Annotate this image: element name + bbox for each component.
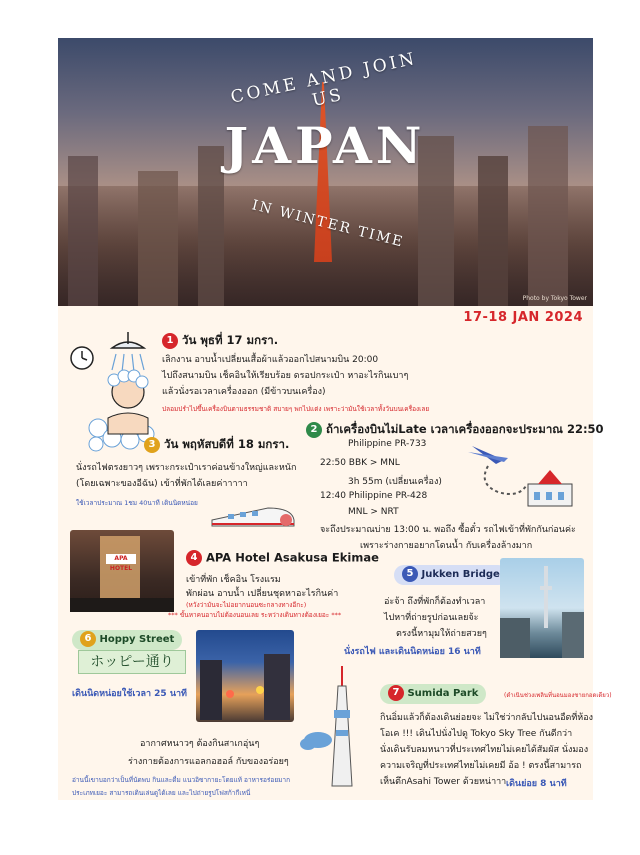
flight-duration: 3h 55m (เปลี่ยนเครื่อง): [348, 477, 442, 487]
section-6-line: อากาศหนาวๆ ต้องกินสาเกอุ่นๆ: [140, 739, 260, 749]
building: [528, 126, 568, 306]
section-5-title-text: Jukken Bridge: [421, 569, 500, 580]
section-1-line: ไปถึงสนามบิน เช็คอินให้เรียบร้อย ดรอปกระเป๋า หาอะไรกินเบาๆ: [162, 371, 409, 381]
section-5-line: ตรงนี้หามุมให้ถ่ายสวยๆ: [396, 629, 487, 639]
section-6-travel-time: เดินนิดหน่อยใช้เวลา 25 นาที: [72, 689, 187, 699]
trip-dates: 17-18 JAN 2024: [463, 310, 583, 325]
step-number-4: 4: [186, 550, 202, 566]
section-5-travel-time: นั่งรถไฟ และเดินนิดหน่อย 16 นาที: [344, 647, 481, 657]
section-3-line: (โดยเฉพาะของอีฉัน) เข้าที่พักได้เลยค่าาาาา: [76, 479, 248, 489]
section-7-line: โอเค !!! เดินไปนั่งไปดู Tokyo Sky Tree กันดีกว่า: [380, 729, 573, 739]
building: [68, 156, 98, 306]
flight-number: 12:40 Philippine PR-428: [320, 491, 428, 501]
hoppy-street-photo: [196, 630, 294, 722]
flight-route: MNL > NRT: [348, 507, 399, 517]
section-3-line: นั่งรถไฟตรงยาวๆ เพราะกระเป๋าเราค่อนข้างใหญ่และหนัก: [76, 463, 297, 473]
hero-bottom-text: IN WINTER TIME: [250, 197, 406, 251]
step-number-2: 2: [306, 422, 322, 438]
section-4-note: (หวังว่ามันจะไม่อยากนอนซะกลางทางอีกะ): [186, 601, 307, 609]
section-5-title: [394, 565, 508, 585]
section-4-line: เข้าที่พัก เช็คอิน โรงแรม: [186, 575, 281, 585]
section-7-subtitle: (ดำเนินช่วงเพลินที่นอนมองชายกอดเดียว): [504, 692, 612, 699]
section-1-line: เลิกงาน อาบน้ำเปลี่ยนเสื้อผ้าแล้วออกไปสนามบิน 20:00: [162, 355, 379, 365]
section-3-title-text: วัน พฤหัสบดีที่ 18 มกรา.: [164, 437, 290, 451]
section-6-title-text: Hoppy Street: [99, 634, 175, 645]
section-1-line: แล้วนั่งรอเวลาเครื่องออก (มีข้าวบนเครื่อง): [162, 387, 326, 397]
hero-top-text: COME AND JOIN US: [229, 48, 419, 111]
section-3-note: ใช้เวลาประมาณ 1ชม 40นาที เดินนิดหน่อย: [76, 499, 198, 507]
section-7-line: นั่งเดินรับลมหนาวที่ประเทศไทยไม่เคยได้สัมผัส นั่งมอง: [380, 745, 589, 755]
step-number-7: 7: [388, 685, 404, 701]
hotel-sign: APA HOTEL: [106, 554, 136, 564]
hero-photo-tokyo: [58, 38, 593, 306]
section-2-title: [306, 421, 604, 439]
section-7-line: กินอิ่มแล้วก็ต้องเดินย่อยจะ ไม่ใช่ว่ากลับไปนอนอืดที่ห้อง: [380, 713, 594, 723]
section-4-title: [186, 550, 379, 566]
section-2-line: จะถึงประมาณบ่าย 13:00 น. พอถึง ซื้อตั๋ว รถไฟเข้าที่พักกันก่อนค่ะ: [320, 525, 576, 535]
section-4-line: พักผ่อน อาบน้ำ เปลี่ยนชุดหาอะไรกินค่า: [186, 589, 339, 599]
section-7-line: ความเจริญที่ประเทศไทยไม่เคยมี อ้อ ! ตรงนี้สามารถ: [380, 761, 582, 771]
bullet-train-icon: [208, 494, 298, 534]
section-7-title-text: Sumida Park: [407, 688, 479, 699]
hero-title: JAPAN: [224, 116, 426, 175]
jukken-bridge-photo: [500, 558, 584, 658]
airport-plane-icon: [458, 438, 578, 518]
section-2-title-text: ถ้าเครื่องบินไม่Late เวลาเครื่องออกจะประมาณ 22:50: [326, 422, 604, 436]
flight-route: 22:50 BBK > MNL: [320, 458, 400, 468]
hoppy-street-japanese: ホッピー通り: [78, 650, 186, 674]
skytree-cloud-icon: [300, 666, 370, 786]
itinerary-poster: [58, 38, 612, 800]
section-4-title-text: APA Hotel Asakusa Ekimae: [206, 550, 379, 565]
section-6-line: ร่างกายต้องการแอลกอฮอล์ กับของอร่อยๆ: [128, 757, 289, 767]
section-6-title: [72, 630, 182, 650]
photo-credit: Photo by Tokyo Tower: [522, 295, 587, 302]
section-7-travel-time: เดินย่อย 8 นาที: [506, 779, 567, 789]
section-2-line: เพราะร่างกายอยากโดนน้ำ กับเครื่องล้างมาก: [360, 541, 533, 551]
building: [478, 156, 508, 306]
apa-hotel-photo: [70, 530, 174, 612]
step-number-1: 1: [162, 333, 178, 349]
flight-number: Philippine PR-733: [348, 439, 427, 449]
section-1-title-text: วัน พุธที่ 17 มกรา.: [182, 333, 279, 347]
step-number-3: 3: [144, 437, 160, 453]
building: [138, 171, 178, 306]
section-7-line: เห็นตึกAsahi Tower ด้วยหน่าาา: [380, 777, 507, 787]
section-4-note: *** ขั้นหาคนอาบไม่ต้องนอนเลย ระหว่างเดินทางต้องเยอะ ***: [168, 611, 342, 619]
step-number-6: 6: [80, 631, 96, 647]
section-1-title: [162, 332, 278, 350]
step-number-5: 5: [402, 566, 418, 582]
section-5-line: อ่ะจ้า ถึงที่พักก็ต้องทำเวลา: [384, 597, 486, 607]
section-1-note: ปลอมปรำไปขึ้นเครื่องบินตามธรรมชาติ สบายๆ พกไปแต่ง เพราะว่ามันใช้เวลาทั้งวันบนเครื่องเลย: [162, 405, 430, 413]
section-6-note: อ่านนี้เขาบอกว่าเป็นที่นัดพบ กินและดื่ม แนวอิซากายะโดยแท้ อาหารอร่อยมาก ประเภทเยอะ สามารถเดินเล่นดูได้เลย และไปถ่ายรูปโฟสก้ากีเหนี่: [72, 776, 291, 797]
section-7-title: [380, 684, 486, 704]
section-3-title: [144, 436, 289, 454]
section-5-line: ไปหาที่ถ่ายรูปก่อนเลยจ้ะ: [384, 613, 479, 623]
